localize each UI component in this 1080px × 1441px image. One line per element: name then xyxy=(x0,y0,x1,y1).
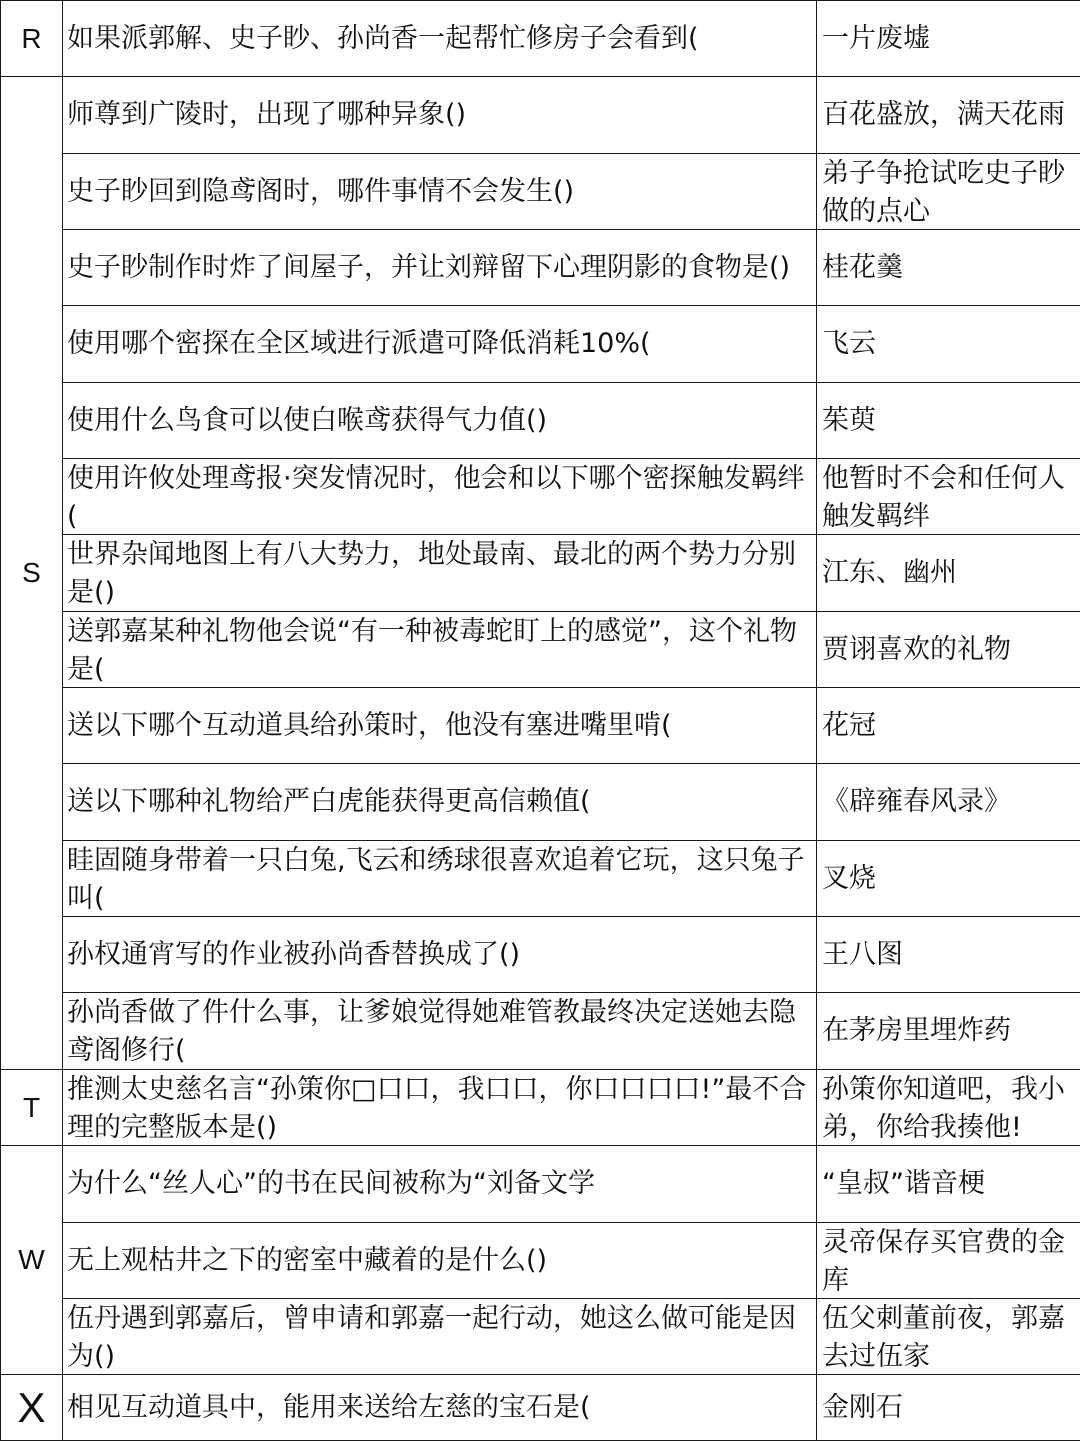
answer-cell xyxy=(817,764,1080,841)
question-text: 使用哪个密探在全区域进行派遣可降低消耗10%( xyxy=(67,325,811,363)
answer-text: “皇叔”谐音梗 xyxy=(822,1165,1075,1203)
question-cell xyxy=(63,383,817,459)
table-row xyxy=(1,1070,1080,1146)
question-cell xyxy=(63,154,817,230)
table-row xyxy=(1,306,1080,383)
table-row xyxy=(1,230,1080,306)
question-text: 送以下哪个互动道具给孙策时，他没有塞进嘴里啃( xyxy=(67,707,811,745)
table-row xyxy=(1,841,1080,917)
answer-text: 他暂时不会和任何人触发羁绊 xyxy=(822,460,1075,534)
answer-cell xyxy=(817,1070,1080,1146)
question-text: 为什么“丝人心”的书在民间被称为“刘备文学 xyxy=(67,1165,811,1203)
question-cell xyxy=(63,612,817,688)
question-cell xyxy=(63,764,817,841)
table-row xyxy=(1,459,1080,535)
question-text: 伍丹遇到郭嘉后，曾申请和郭嘉一起行动，她这么做可能是因为() xyxy=(67,1300,811,1374)
question-text: 孙尚香做了件什么事，让爹娘觉得她难管教最终决定送她去隐鸢阁修行( xyxy=(67,994,811,1069)
question-text: 眭固随身带着一只白兔,飞云和绣球很喜欢追着它玩，这只兔子叫( xyxy=(67,842,811,916)
question-text: 无上观枯井之下的密室中藏着的是什么() xyxy=(67,1242,811,1280)
table-row xyxy=(1,383,1080,459)
question-text: 使用什么鸟食可以使白喉鸢获得气力值() xyxy=(67,402,811,440)
answer-text: 飞云 xyxy=(822,325,1075,363)
question-cell xyxy=(63,1299,817,1375)
answer-cell xyxy=(817,1299,1080,1375)
question-cell xyxy=(63,688,817,764)
answer-cell xyxy=(817,154,1080,230)
answer-text: 花冠 xyxy=(822,707,1075,745)
answer-text: 桂花羹 xyxy=(822,249,1075,287)
answer-cell xyxy=(817,383,1080,459)
question-text: 史子眇回到隐鸢阁时，哪件事情不会发生() xyxy=(67,173,811,211)
answer-text: 孙策你知道吧，我小弟，你给我揍他! xyxy=(822,1071,1075,1145)
table-row xyxy=(1,154,1080,230)
question-text: 师尊到广陵时，出现了哪种异象() xyxy=(67,96,811,134)
question-cell xyxy=(63,993,817,1070)
answer-text: 灵帝保存买官费的金库 xyxy=(822,1224,1075,1298)
answer-cell xyxy=(817,459,1080,535)
answer-cell xyxy=(817,917,1080,993)
answer-cell xyxy=(817,306,1080,383)
group-letter: X xyxy=(1,1375,63,1441)
answer-text: 金刚石 xyxy=(822,1389,1075,1427)
question-cell xyxy=(63,1070,817,1146)
group-letter: R xyxy=(1,1,63,77)
table-row xyxy=(1,1223,1080,1299)
answer-text: 茱萸 xyxy=(822,402,1075,440)
question-text: 世界杂闻地图上有八大势力，地处最南、最北的两个势力分别是() xyxy=(67,536,811,611)
table-row xyxy=(1,1146,1080,1223)
question-cell xyxy=(63,1,817,77)
table-row xyxy=(1,1299,1080,1375)
question-cell xyxy=(63,1223,817,1299)
answer-text: 百花盛放，满天花雨 xyxy=(822,96,1075,134)
question-text: 使用许攸处理鸢报·突发情况时，他会和以下哪个密探触发羁绊( xyxy=(67,460,811,534)
answer-text: 一片废墟 xyxy=(822,20,1075,58)
question-cell xyxy=(63,459,817,535)
answer-text: 弟子争抢试吃史子眇做的点心 xyxy=(822,155,1075,229)
answer-cell xyxy=(817,535,1080,612)
table-row xyxy=(1,688,1080,764)
answer-text: 叉烧 xyxy=(822,860,1075,898)
question-text: 史子眇制作时炸了间屋子，并让刘辩留下心理阴影的食物是() xyxy=(67,249,811,287)
answer-cell xyxy=(817,1146,1080,1223)
answer-cell xyxy=(817,230,1080,306)
question-text: 相见互动道具中，能用来送给左慈的宝石是( xyxy=(67,1389,811,1427)
answer-cell xyxy=(817,841,1080,917)
table-row xyxy=(1,917,1080,993)
question-text: 推测太史慈名言“孙策你□口口，我口口，你口口口口!”最不合理的完整版本是() xyxy=(67,1071,811,1145)
quiz-table-body xyxy=(1,1,1080,1441)
table-row xyxy=(1,993,1080,1070)
answer-cell xyxy=(817,77,1080,154)
answer-text: 《辟雍春风录》 xyxy=(822,783,1075,821)
answer-cell xyxy=(817,1375,1080,1441)
question-cell xyxy=(63,917,817,993)
answer-cell xyxy=(817,993,1080,1070)
answer-cell xyxy=(817,688,1080,764)
answer-text: 王八图 xyxy=(822,936,1075,974)
table-row xyxy=(1,535,1080,612)
group-letter: W xyxy=(1,1146,63,1375)
answer-text: 伍父刺董前夜，郭嘉去过伍家 xyxy=(822,1300,1075,1374)
question-text: 如果派郭解、史子眇、孙尚香一起帮忙修房子会看到( xyxy=(67,20,811,58)
question-cell xyxy=(63,535,817,612)
question-text: 送以下哪种礼物给严白虎能获得更高信赖值( xyxy=(67,783,811,821)
question-cell xyxy=(63,77,817,154)
group-letter: S xyxy=(1,77,63,1070)
answer-cell xyxy=(817,1223,1080,1299)
group-letter: T xyxy=(1,1070,63,1146)
question-cell xyxy=(63,1375,817,1441)
question-cell xyxy=(63,841,817,917)
answer-cell xyxy=(817,612,1080,688)
table-row xyxy=(1,77,1080,154)
answer-text: 贾诩喜欢的礼物 xyxy=(822,631,1075,669)
answer-cell xyxy=(817,1,1080,77)
table-row xyxy=(1,612,1080,688)
question-text: 孙权通宵写的作业被孙尚香替换成了() xyxy=(67,936,811,974)
table-row xyxy=(1,1,1080,77)
table-row xyxy=(1,1375,1080,1441)
question-cell xyxy=(63,230,817,306)
question-cell xyxy=(63,306,817,383)
table-row xyxy=(1,764,1080,841)
question-cell xyxy=(63,1146,817,1223)
answer-text: 在茅房里埋炸药 xyxy=(822,1012,1075,1050)
question-text: 送郭嘉某种礼物他会说“有一种被毒蛇盯上的感觉”，这个礼物是( xyxy=(67,613,811,687)
answer-text: 江东、幽州 xyxy=(822,554,1075,592)
